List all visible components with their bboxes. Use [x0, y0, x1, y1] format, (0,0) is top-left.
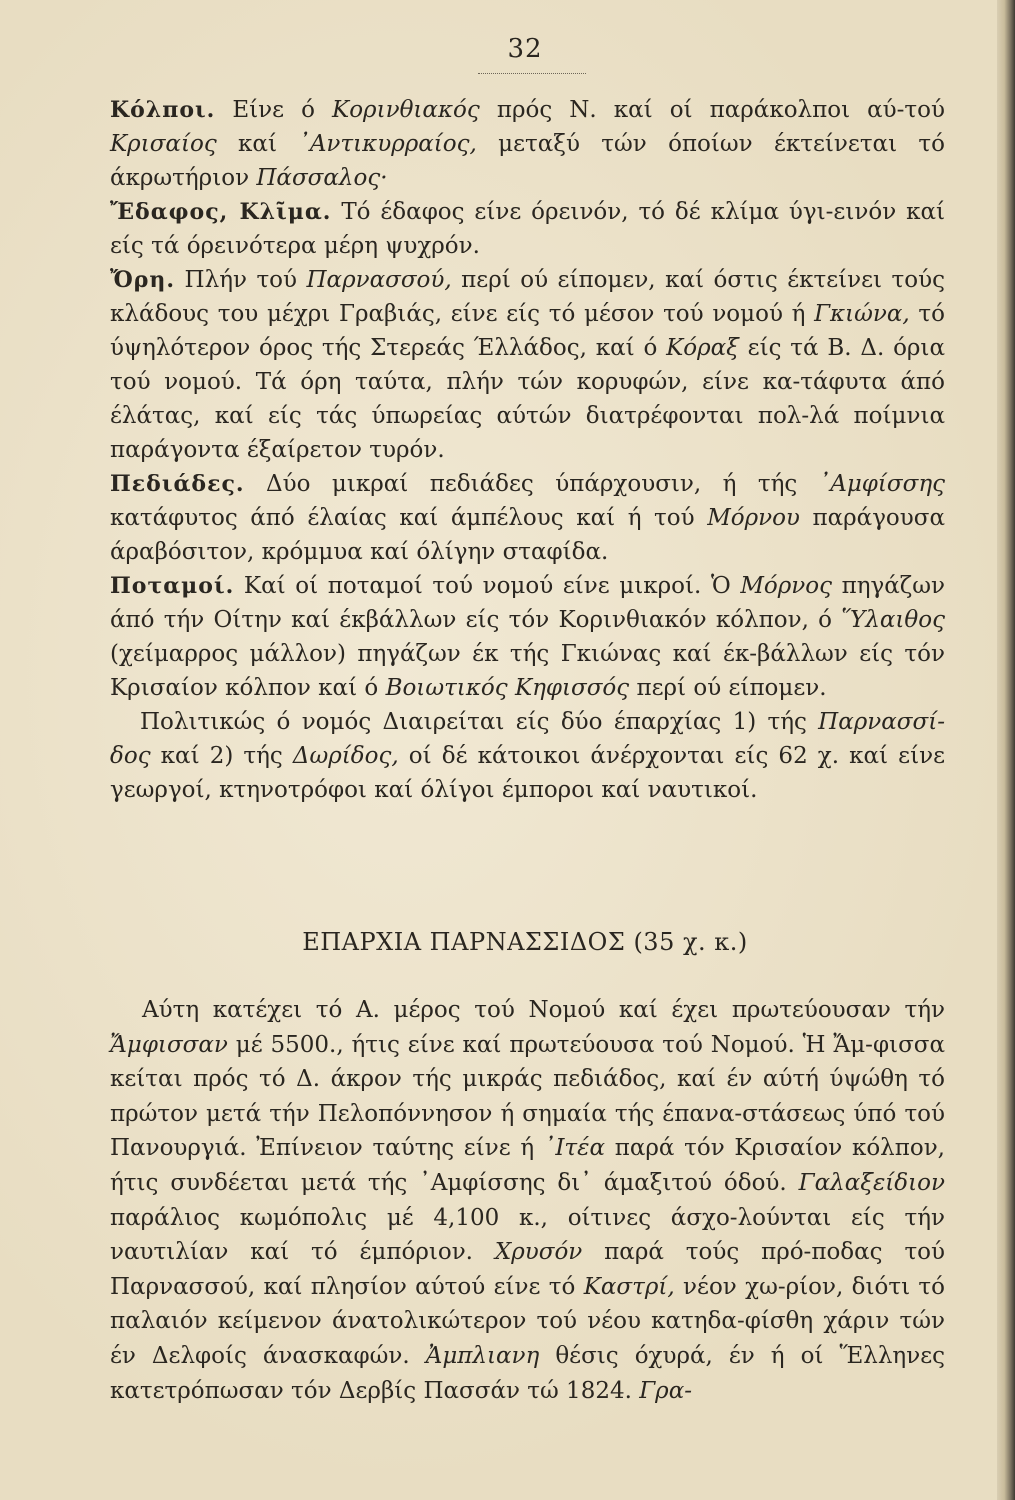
- text: μέ 5500., ήτις είνε καί πρωτεύουσα τού Νομού. Ἡ Ἄμ-φισσα κείται πρός τό Δ. άκρον τής μικράς πεδιάδος, καί έν αύτή ύψώθη τό πρώτον μετά τήν Πελοπόννησον ή σημαία τής έπανα-στάσεως ύπό τού Πανουργιά. Ἐπίνειον ταύτης είνε ή: [110, 1031, 945, 1162]
- text: είς τά Β. Δ. όρια τού νομού. Τά όρη ταύτα, πλήν τών κορυφών, είνε κα-τάφυτα άπό έλάτας, καί είς τάς ύπωρείας αύτών διατρέφονται πολ-λά ποίμνια παράγοντα έξαίρετον τυρόν.: [110, 335, 945, 463]
- text: Πολιτικώς ό νομός Διαιρείται είς δύο έπαρχίας 1) τής: [140, 709, 819, 735]
- heading-ori: Ὄρη.: [110, 267, 176, 293]
- place-name: Κόραξ: [666, 335, 739, 361]
- text: Δύο μικραί πεδιάδες ύπάρχουσιν, ή τής: [244, 471, 819, 497]
- place-name: Ὕλαιθος: [841, 607, 945, 633]
- heading-potamoi: Ποταμοί.: [110, 573, 235, 599]
- text: Αύτη κατέχει τό Α. μέρος τού Νομού καί έχει πρωτεύουσαν τήν: [142, 997, 945, 1023]
- text: κατάφυτος άπό έλαίας καί άμπέλους καί ή τού: [110, 505, 708, 531]
- place-name: Γρα-: [639, 1377, 693, 1404]
- paragraph-ori: [110, 263, 945, 467]
- place-name: Κρισαίος: [110, 131, 217, 157]
- place-name: Μόρνου: [707, 505, 800, 531]
- heading-pediades: Πεδιάδες.: [110, 471, 245, 497]
- text: πηγάζων άπό τήν Οίτην καί έκβάλλων είς τόν Κορινθιακόν κόλπον, ό: [110, 573, 946, 633]
- text: Είνε ό: [215, 97, 333, 123]
- text: περί ού είπομεν.: [629, 675, 827, 701]
- text: παράλιος κωμόπολις μέ 4,100 κ., οίτινες άσχο-λούνται είς τήν ναυτιλίαν καί τό έμπόριον.: [110, 1204, 945, 1266]
- text: παράγουσα άραβόσιτον, κρόμμυα καί όλίγην σταφίδα.: [110, 505, 945, 565]
- page-edge: [997, 0, 1015, 1500]
- place-name: Παρνασσί-δος: [110, 709, 945, 769]
- place-name: Παρνασσού,: [306, 267, 452, 293]
- place-name: Γαλαξείδιον: [798, 1169, 945, 1196]
- text: νέον χω-ρίον, διότι τό παλαιόν κείμενον άνατολικώτερον τού νέου κατηδα-φίσθη χάριν τών έν Δελφοίς άνασκαφών.: [110, 1273, 946, 1369]
- heading-kolpoi: Κόλποι.: [110, 97, 216, 123]
- place-name: Χρυσόν: [494, 1239, 583, 1266]
- paragraph-pediades: [110, 467, 945, 569]
- place-name: Βοιωτικός Κηφισσός: [385, 675, 630, 701]
- paragraph-eparchia: [110, 993, 945, 1408]
- text: καί: [216, 131, 299, 157]
- text: παρά τούς πρό-ποδας τού Παρνασσού, καί πλησίον αύτού είνε τό: [110, 1239, 945, 1300]
- text: τό ύψηλότερον όρος τής Στερεάς Έλλάδος, καί ό: [110, 301, 945, 361]
- place-name: Γκιώνα,: [814, 301, 910, 327]
- place-name: Μόρνος: [740, 573, 832, 599]
- place-name: Καστρί,: [583, 1273, 675, 1300]
- place-name: ᾿Ιτέα: [543, 1135, 606, 1162]
- paragraph-politikos: [110, 705, 945, 807]
- place-name: ᾿Αντικυρραίος,: [298, 131, 477, 157]
- header-rule: [478, 73, 586, 74]
- place-name: Πάσσαλος·: [256, 165, 388, 191]
- section-body: [110, 993, 945, 1408]
- paragraph-kolpoi: [110, 93, 945, 195]
- place-name: ᾿Αμφίσσης: [818, 471, 945, 497]
- place-name: Ἄμφισσαν: [110, 1031, 228, 1058]
- text: παρά τόν Κρισαίον κόλπον, ήτις συνδέεται μετά τής ᾿Αμφίσσης δι᾿ άμαξιτού όδού.: [110, 1135, 945, 1196]
- text: καί 2) τής: [150, 743, 293, 769]
- text: περί ού είπομεν, καί όστις έκτείνει τούς κλάδους του μέχρι Γραβιάς, είνε είς τό μέσον τού νομού ή: [110, 267, 945, 327]
- text: μεταξύ τών όποίων έκτείνεται τό άκρωτήριον: [110, 131, 946, 191]
- text: πρός Ν. καί οί παράκολποι αύ-τού: [479, 97, 945, 123]
- text: Πλήν τού: [175, 267, 307, 293]
- section-title: ΕΠΑΡΧΙΑ ΠΑΡΝΑΣΣΙΔΟΣ (35 χ. κ.): [302, 928, 748, 956]
- place-name: Ἀμπλιανη: [425, 1342, 540, 1369]
- place-name: Κορινθιακός: [332, 97, 480, 123]
- text: θέσις όχυρά, έν ή οί Ἕλληνες κατετρόπωσαν τόν Δερβίς Πασσάν τώ 1824.: [110, 1342, 945, 1404]
- text: (χείμαρρος μάλλον) πηγάζων έκ τής Γκιώνας καί έκ-βάλλων είς τόν Κρισαίον κόλπον καί ό: [110, 641, 945, 701]
- text-body: [110, 93, 945, 807]
- paragraph-potamoi: [110, 569, 945, 705]
- text: Τό έδαφος είνε όρεινόν, τό δέ κλίμα ύγι-εινόν καί είς τά όρεινότερα μέρη ψυχρόν.: [110, 199, 945, 259]
- heading-edafos: Ἔδαφος, Κλῖμα.: [110, 199, 332, 225]
- place-name: Δωρίδος,: [292, 743, 399, 769]
- text: οί δέ κάτοικοι άνέρχονται είς 62 χ. καί είνε γεωργοί, κτηνοτρόφοι καί όλίγοι έμποροι καί ναυτικοί.: [110, 743, 945, 803]
- page-number: 32: [507, 34, 543, 64]
- text: Καί οί ποταμοί τού νομού είνε μικροί. Ὁ: [234, 573, 741, 599]
- paragraph-edafos: [110, 195, 945, 263]
